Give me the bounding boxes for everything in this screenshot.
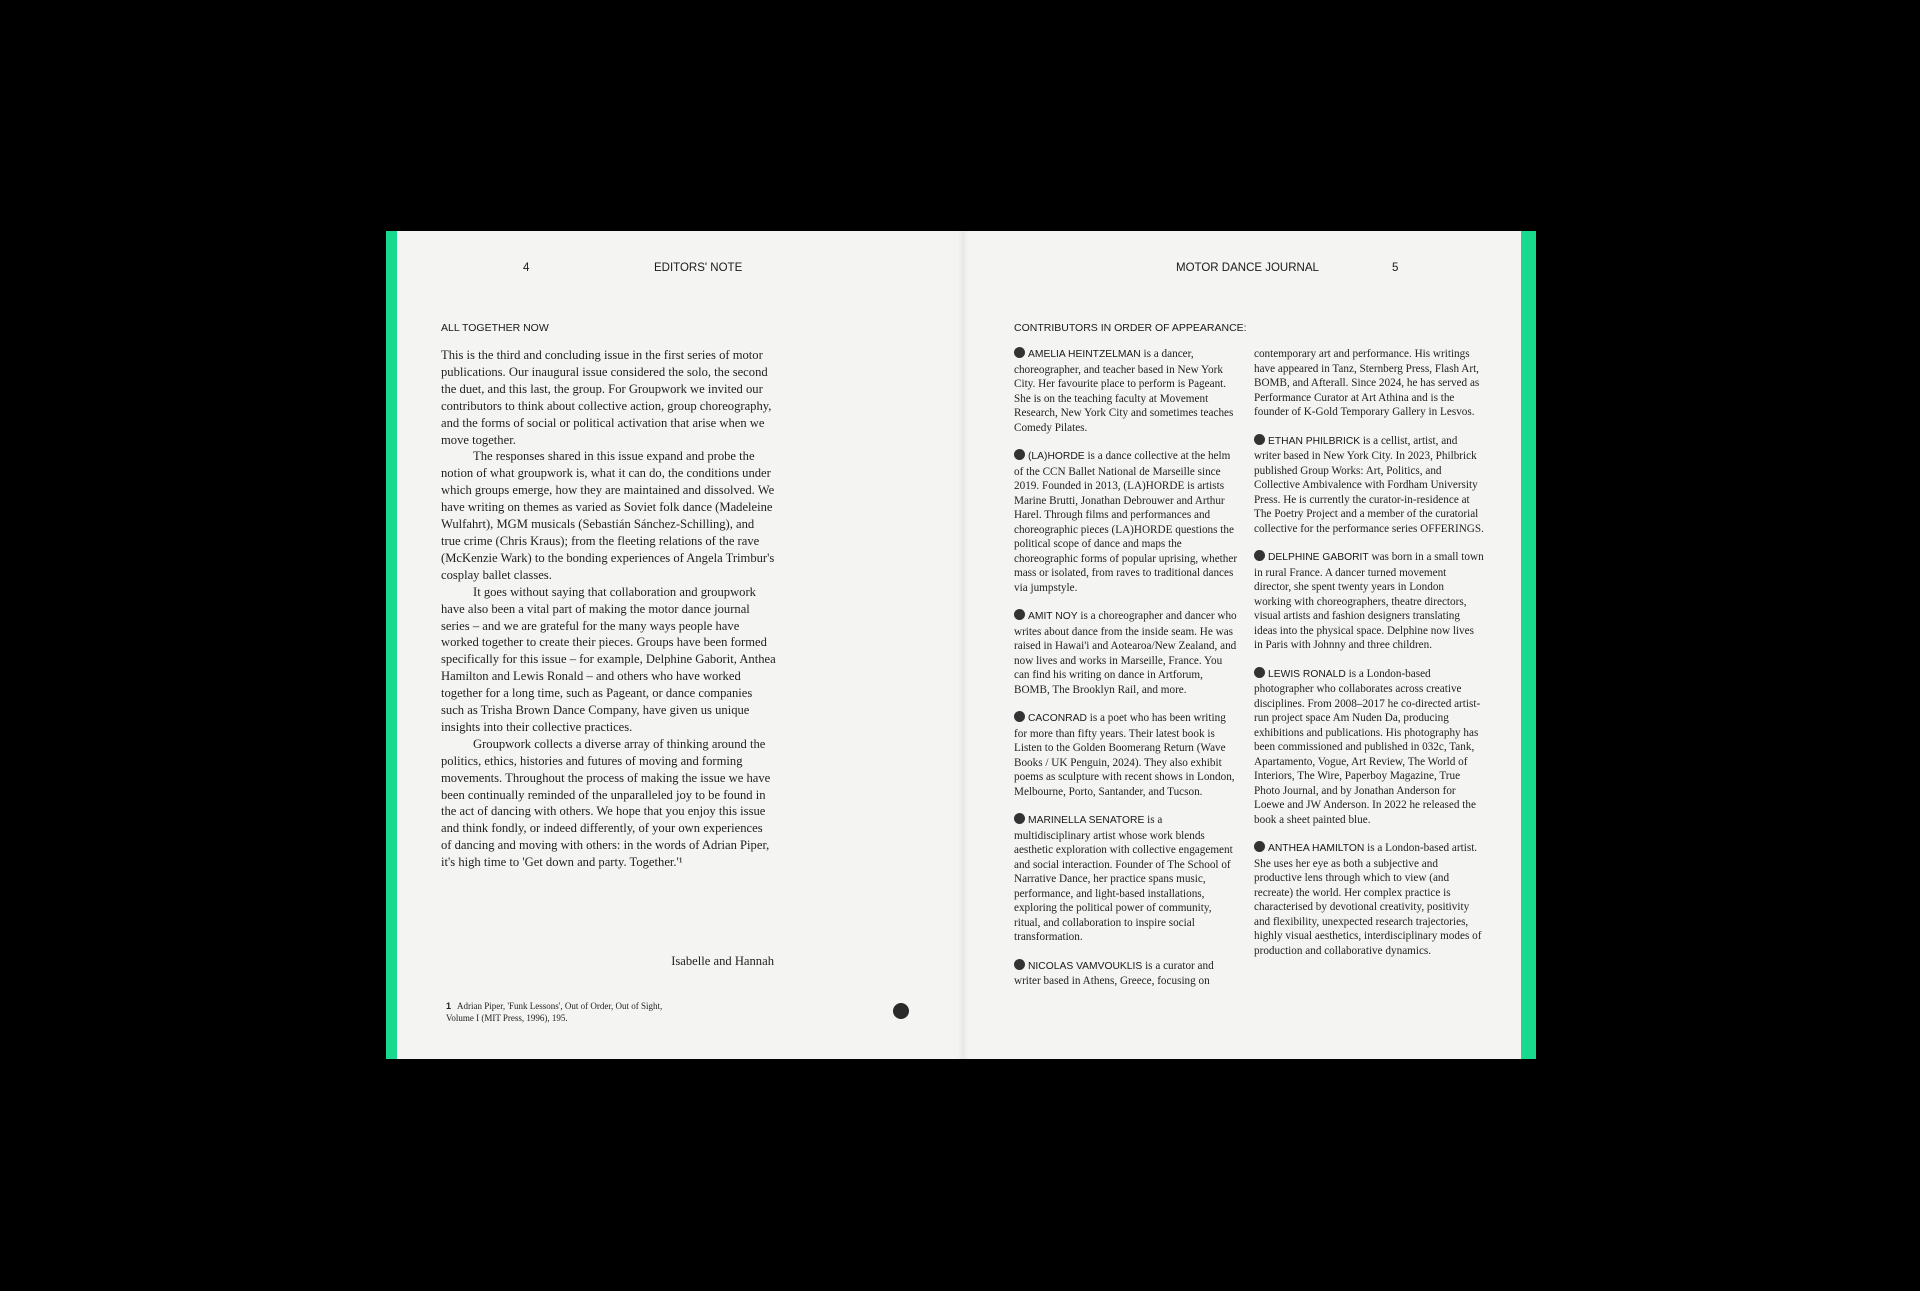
contributor-entry: [1014, 449, 1238, 595]
contributor-entry: [1254, 667, 1484, 828]
contributor-entry: [1254, 841, 1484, 958]
contributor-name: ETHAN PHILBRICK: [1268, 435, 1361, 447]
contributor-bio: is a dance collective at the helm of the CCN Ballet National de Marseille since 2019. Founded in 2013, (LA)HORDE is artists Marine Brutti, Jonathan Debrouwer and Arthur Harel. Through films and performances and choreographic pieces (LA)HORDE questions the political scope of dance and maps the choreographic forms of popular uprising, whether mass or isolated, from raves to traditional dances via jumpstyle.: [1014, 450, 1238, 594]
page-edge-left: [386, 231, 397, 1059]
bullet-icon: [1254, 550, 1265, 561]
contributor-name: NICOLAS VAMVOUKLIS: [1028, 960, 1143, 972]
page-number-left: 4: [523, 262, 530, 274]
contributor-name: DELPHINE GABORIT: [1268, 552, 1369, 563]
footnote: [446, 1001, 666, 1024]
contributor-bio: is a poet who has been writing for more than fifty years. Their latest book is Listen to the Golden Boomerang Return (Wave Books / UK Penguin, 2024). They also exhibit poems as sculpture with recent shows in London, Melbourne, Porto, Santander, and Tucson.: [1014, 712, 1235, 798]
page-edge-right: [1521, 231, 1536, 1059]
contributor-entry: [1014, 959, 1238, 989]
contributor-entry: [1254, 550, 1484, 653]
bullet-icon: [1014, 449, 1025, 460]
contributor-entry: [1014, 609, 1238, 697]
gutter: [958, 231, 968, 1059]
contributor-bio: was born in a small town in rural France. A dancer turned movement director, she spent twenty years in London working with choreographers, theatre directors, visual artists and fashion designers translating ideas into the physical space. Delphine now lives in Paris with Johnny and three children.: [1254, 551, 1484, 651]
contributor-entry: [1014, 711, 1238, 799]
contributors-column-2: [1254, 347, 1484, 972]
contributor-entry: [1014, 813, 1238, 945]
bullet-icon: [1014, 959, 1025, 970]
contributor-continuation: contemporary art and performance. His writings have appeared in Tanz, Sternberg Press, Flash Art, BOMB, and Afterall. Since 2024, he has served as Performance Curator at Art Athina and is the founder of K-Gold Temporary Gallery in Lesvos.: [1254, 348, 1480, 418]
contributor-bio: is a choreographer and dancer who writes about dance from the inside seam. He was raised in Hawai'i and Aotearoa/New Zealand, and now lives and works in Marseille, France. You can find his writing on dance in Artforum, BOMB, The Brooklyn Rail, and more.: [1014, 610, 1237, 696]
bullet-icon: [1254, 434, 1265, 445]
bullet-icon: [1014, 347, 1025, 358]
footnote-text: Adrian Piper, 'Funk Lessons', Out of Order, Out of Sight, Volume I (MIT Press, 1996), 195.: [446, 1001, 663, 1023]
paragraph: The responses shared in this issue expand and probe the notion of what groupwork is, what it can do, the conditions under which groups emerge, how they are maintained and dissolved. We have writing on themes as varied as Soviet folk dance (Madeleine Wulfahrt), MGM musicals (Sebastián Sánchez-Schilling), and true crime (Chris Kraus); from the fleeting relations of the rave (McKenzie Wark) to the bonding experiences of Angela Trimbur's cosplay ballet classes.: [441, 449, 775, 582]
contributor-name: (LA)HORDE: [1028, 451, 1085, 462]
paragraph: It goes without saying that collaboration and groupwork have also been a vital part of making the motor dance journal series – and we are grateful for the many ways people have worked together to create their pieces. Groups have been formed specifically for this issue – for example, Delphine Gaborit, Anthea Hamilton and Lewis Ronald – and others who have worked together for a long time, such as Pageant, or dance companies such as Trisha Brown Dance Company, have given us unique insights into their collective practices.: [441, 584, 776, 734]
section-title-left: ALL TOGETHER NOW: [441, 322, 549, 334]
contributor-name: ANTHEA HAMILTON: [1268, 843, 1365, 854]
contributor-name: LEWIS RONALD: [1268, 668, 1346, 680]
page-number-right: 5: [1392, 262, 1399, 274]
bullet-icon: [1014, 609, 1025, 620]
section-title-right: CONTRIBUTORS IN ORDER OF APPEARANCE:: [1014, 322, 1247, 334]
bullet-icon: [1014, 813, 1025, 824]
contributor-bio: is a multidisciplinary artist whose work blends aesthetic exploration with collective engagement and social interaction. Founder of The School of Narrative Dance, her practice spans music, performance, and light-based installations, exploring the political power of community, ritual, and collaboration to inspire social transformation.: [1014, 814, 1233, 943]
contributor-bio: is a cellist, artist, and writer based in New York City. In 2023, Philbrick published Group Works: Art, Politics, and Collective Ambivalence with Fordham University Press. He is currently the curator-in-residence at The Poetry Project and a member of the curatorial collective for the performance series OFFERINGS.: [1254, 434, 1484, 535]
footnote-number: 1: [446, 1001, 452, 1011]
paragraph: Groupwork collects a diverse array of thinking around the politics, ethics, histories and futures of moving and forming movements. Throughout the process of making the issue we have been continually reminded of the unparalleled joy to be found in the act of dancing with others. We hope that you enjoy this issue and think fondly, or indeed differently, of your own experiences of dancing and moving with others: in the words of Adrian Piper, it's high time to 'Get down and party. Together.'¹: [441, 736, 771, 870]
contributor-bio: is a dancer, choreographer, and teacher based in New York City. Her favourite place to perform is Pageant. She is on the teaching faculty at Movement Research, New York City and sometimes teaches Comedy Pilates.: [1014, 348, 1234, 434]
contributor-bio: is a London-based artist. She uses her eye as both a subjective and productive lens through which to view (and recreate) the world. Her complex practice is characterised by devotional creativity, positivity and flexibility, unexpected research trajectories, highly visual aesthetics, interdisciplinary modes of production and collaborative dynamics.: [1254, 842, 1482, 957]
contributor-bio: is a London-based photographer who collaborates across creative disciplines. From 2008–2017 he co-directed artist-run project space Am Nuden Da, producing exhibitions and publications. His photography has been commissioned and published in 032c, Tank, Apartamento, Vogue, Art Review, The World of Interiors, The Wire, Paperboy Magazine, True Photo Journal, and by Jonathan Anderson for Loewe and JW Anderson. In 2022 he released the book a sheet painted blue.: [1254, 667, 1481, 826]
contributor-name: MARINELLA SENATORE: [1028, 815, 1145, 826]
contributor-name: CACONRAD: [1028, 713, 1087, 724]
contributors-column-1: [1014, 347, 1238, 1003]
editors-note-body: [441, 347, 776, 871]
running-head-left: EDITORS' NOTE: [654, 262, 743, 274]
contributor-entry: [1254, 434, 1484, 537]
signature: Isabelle and Hannah: [671, 954, 774, 968]
bullet-icon: [1254, 667, 1265, 678]
running-head-right: MOTOR DANCE JOURNAL: [1176, 262, 1319, 274]
magazine-spread: [386, 231, 1536, 1059]
bullet-icon: [1014, 711, 1025, 722]
bullet-icon: [1254, 841, 1265, 852]
contributor-name: AMELIA HEINTZELMAN: [1028, 349, 1141, 360]
contributor-bio: is a curator and writer based in Athens, Greece, focusing on: [1014, 959, 1214, 987]
contributor-entry: [1014, 347, 1238, 435]
punch-dot: [893, 1003, 909, 1019]
contributor-name: AMIT NOY: [1028, 611, 1078, 622]
paragraph: This is the third and concluding issue in the first series of motor publications. Our inaugural issue considered the solo, the second the duet, and this last, the group. For Groupwork we invited our contributors to think about collective action, group choreography, and the forms of social or political activation that arise when we move together.: [441, 348, 772, 447]
